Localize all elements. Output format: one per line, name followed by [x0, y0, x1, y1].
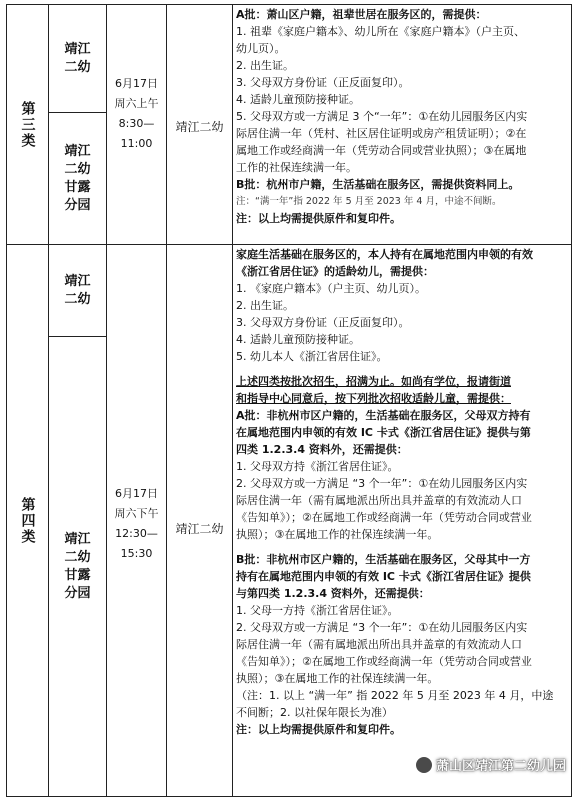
- table-border-right: [571, 4, 572, 797]
- requirement-line: 3. 父母双方身份证（正反面复印）。: [236, 76, 410, 89]
- requirement-line: [236, 543, 569, 551]
- school-label: 靖江二幼: [64, 41, 91, 75]
- venue-3: 靖江二幼: [175, 120, 224, 134]
- school-jingjiang-4: [49, 245, 106, 336]
- requirement-line: 5. 幼儿本人《浙江省居住证》。: [236, 350, 388, 363]
- requirement-line: 际居住满一年（需有属地派出所出具并盖章的有效流动人口: [236, 494, 522, 507]
- time-date: 6月17日: [115, 77, 158, 90]
- requirements-4: [236, 246, 569, 738]
- requirement-line: 工作的社保连续满一年。: [236, 161, 357, 174]
- school-label: 靖江二幼甘露分园: [64, 531, 91, 601]
- requirements-3: [236, 6, 569, 227]
- requirement-line: B批：非杭州市区户籍的，生活基础在服务区，父母其中一方: [236, 553, 531, 566]
- time-period: 周六下午: [114, 507, 159, 520]
- requirement-line: 注：以上均需提供原件和复印件。: [236, 212, 401, 225]
- requirement-line: 际居住满一年（需有属地派出所出具并盖章的有效流动人口: [236, 638, 522, 651]
- requirement-line: 4. 适龄儿童预防接种证。: [236, 93, 360, 106]
- requirement-line: 上述四类按批次招生，招满为止。如尚有学位，报请街道: [236, 375, 511, 388]
- requirement-line: 《告知单》）；②在属地工作或经商满一年（凭劳动合同或营业: [236, 655, 532, 668]
- school-label: 靖江二幼甘露分园: [64, 143, 91, 213]
- requirement-line: 1. 祖辈《家庭户籍本》、幼儿所在《家庭户籍本》（户主页、: [236, 25, 525, 38]
- time-3: [107, 74, 166, 154]
- requirement-line: 注：“满一年”指 2022 年 5 月至 2023 年 4 月，中途不间断。: [236, 196, 502, 207]
- requirement-line: 《告知单》）；②在属地工作或经商满一年（凭劳动合同或营业: [236, 511, 532, 524]
- requirement-line: 《浙江省居住证》的适龄幼儿，需提供：: [236, 265, 434, 278]
- school-ganlu-3: [49, 113, 106, 244]
- time-start: 8:30—: [118, 117, 155, 130]
- requirement-line: （注：1. 以上 “满一年” 指 2022 年 5 月至 2023 年 4 月，中途: [236, 689, 554, 702]
- requirement-line: 5. 父母双方或一方满足 3 个“一年”：①在幼儿园服务区内实: [236, 110, 528, 123]
- col-divider-4: [232, 4, 233, 797]
- wechat-icon: [416, 757, 432, 773]
- requirement-line: 与第四类 1.2.3.4 资料外，还需提供：: [236, 587, 430, 600]
- watermark-text: 萧山区靖江第二幼儿园: [435, 759, 566, 774]
- requirement-line: 4. 适龄儿童预防接种证。: [236, 333, 360, 346]
- requirement-line: 执照）；③在属地工作的社保连续满一年。: [236, 672, 439, 685]
- requirement-line: 注：以上均需提供原件和复印件。: [236, 723, 401, 736]
- school-label: 靖江二幼: [64, 273, 91, 307]
- time-start: 12:30—: [115, 527, 158, 540]
- time-4: [107, 484, 166, 564]
- category-4: 第四类: [19, 496, 36, 545]
- requirement-line: 1. 《家庭户籍本》（户主页、幼儿页）。: [236, 282, 426, 295]
- requirement-line: 持有在属地范围内申领的有效 IC 卡式《浙江省居住证》提供: [236, 570, 531, 583]
- requirement-line: 不间断；2. 以社保年限长为准）: [236, 706, 393, 719]
- school-jingjiang-3: [49, 5, 106, 112]
- requirement-line: 1. 父母一方持《浙江省居住证》。: [236, 604, 399, 617]
- requirement-line: A批：非杭州市区户籍的，生活基础在服务区，父母双方持有: [236, 409, 531, 422]
- requirement-line: 属地工作或经商满一年（凭劳动合同或营业执照）；③在属地: [236, 144, 527, 157]
- requirement-line: B批：杭州市户籍，生活基础在服务区，需提供资料同上。: [236, 178, 520, 191]
- requirement-line: 际居住满一年（凭村、社区居住证明或房产租赁证明）；②在: [236, 127, 527, 140]
- requirement-line: 2. 父母双方或一方满足 “3 个一年”：①在幼儿园服务区内实: [236, 477, 528, 490]
- time-end: 15:30: [120, 547, 153, 560]
- time-period: 周六上午: [114, 97, 159, 110]
- school-ganlu-4: [49, 337, 106, 796]
- requirement-line: A批：萧山区户籍，祖辈世居在服务区的，需提供：: [236, 8, 487, 21]
- time-date: 6月17日: [115, 487, 158, 500]
- category-3: 第三类: [19, 100, 36, 149]
- requirement-line: [236, 365, 569, 373]
- requirement-line: 四类 1.2.3.4 资料外，还需提供：: [236, 443, 408, 456]
- requirement-line: 在属地范围内申领的有效 IC 卡式《浙江省居住证》提供与第: [236, 426, 531, 439]
- requirement-line: 3. 父母双方身份证（正反面复印）。: [236, 316, 410, 329]
- requirement-line: 2. 出生证。: [236, 299, 294, 312]
- table-border-bottom: [6, 796, 572, 797]
- requirement-line: 1. 父母双方持《浙江省居住证》。: [236, 460, 399, 473]
- requirement-line: 执照）；③在属地工作的社保连续满一年。: [236, 528, 439, 541]
- venue-4: 靖江二幼: [175, 522, 224, 536]
- requirement-line: 2. 父母双方或一方满足 “3 个一年”：①在幼儿园服务区内实: [236, 621, 528, 634]
- requirement-line: 幼儿页）。: [236, 42, 286, 55]
- time-end: 11:00: [120, 137, 153, 150]
- watermark: [416, 755, 566, 774]
- requirement-line: 2. 出生证。: [236, 59, 294, 72]
- requirement-line: 和指导中心同意后，按下列批次招收适龄儿童，需提供：: [236, 392, 511, 405]
- requirement-line: 家庭生活基础在服务区的，本人持有在属地范围内申领的有效: [236, 248, 533, 261]
